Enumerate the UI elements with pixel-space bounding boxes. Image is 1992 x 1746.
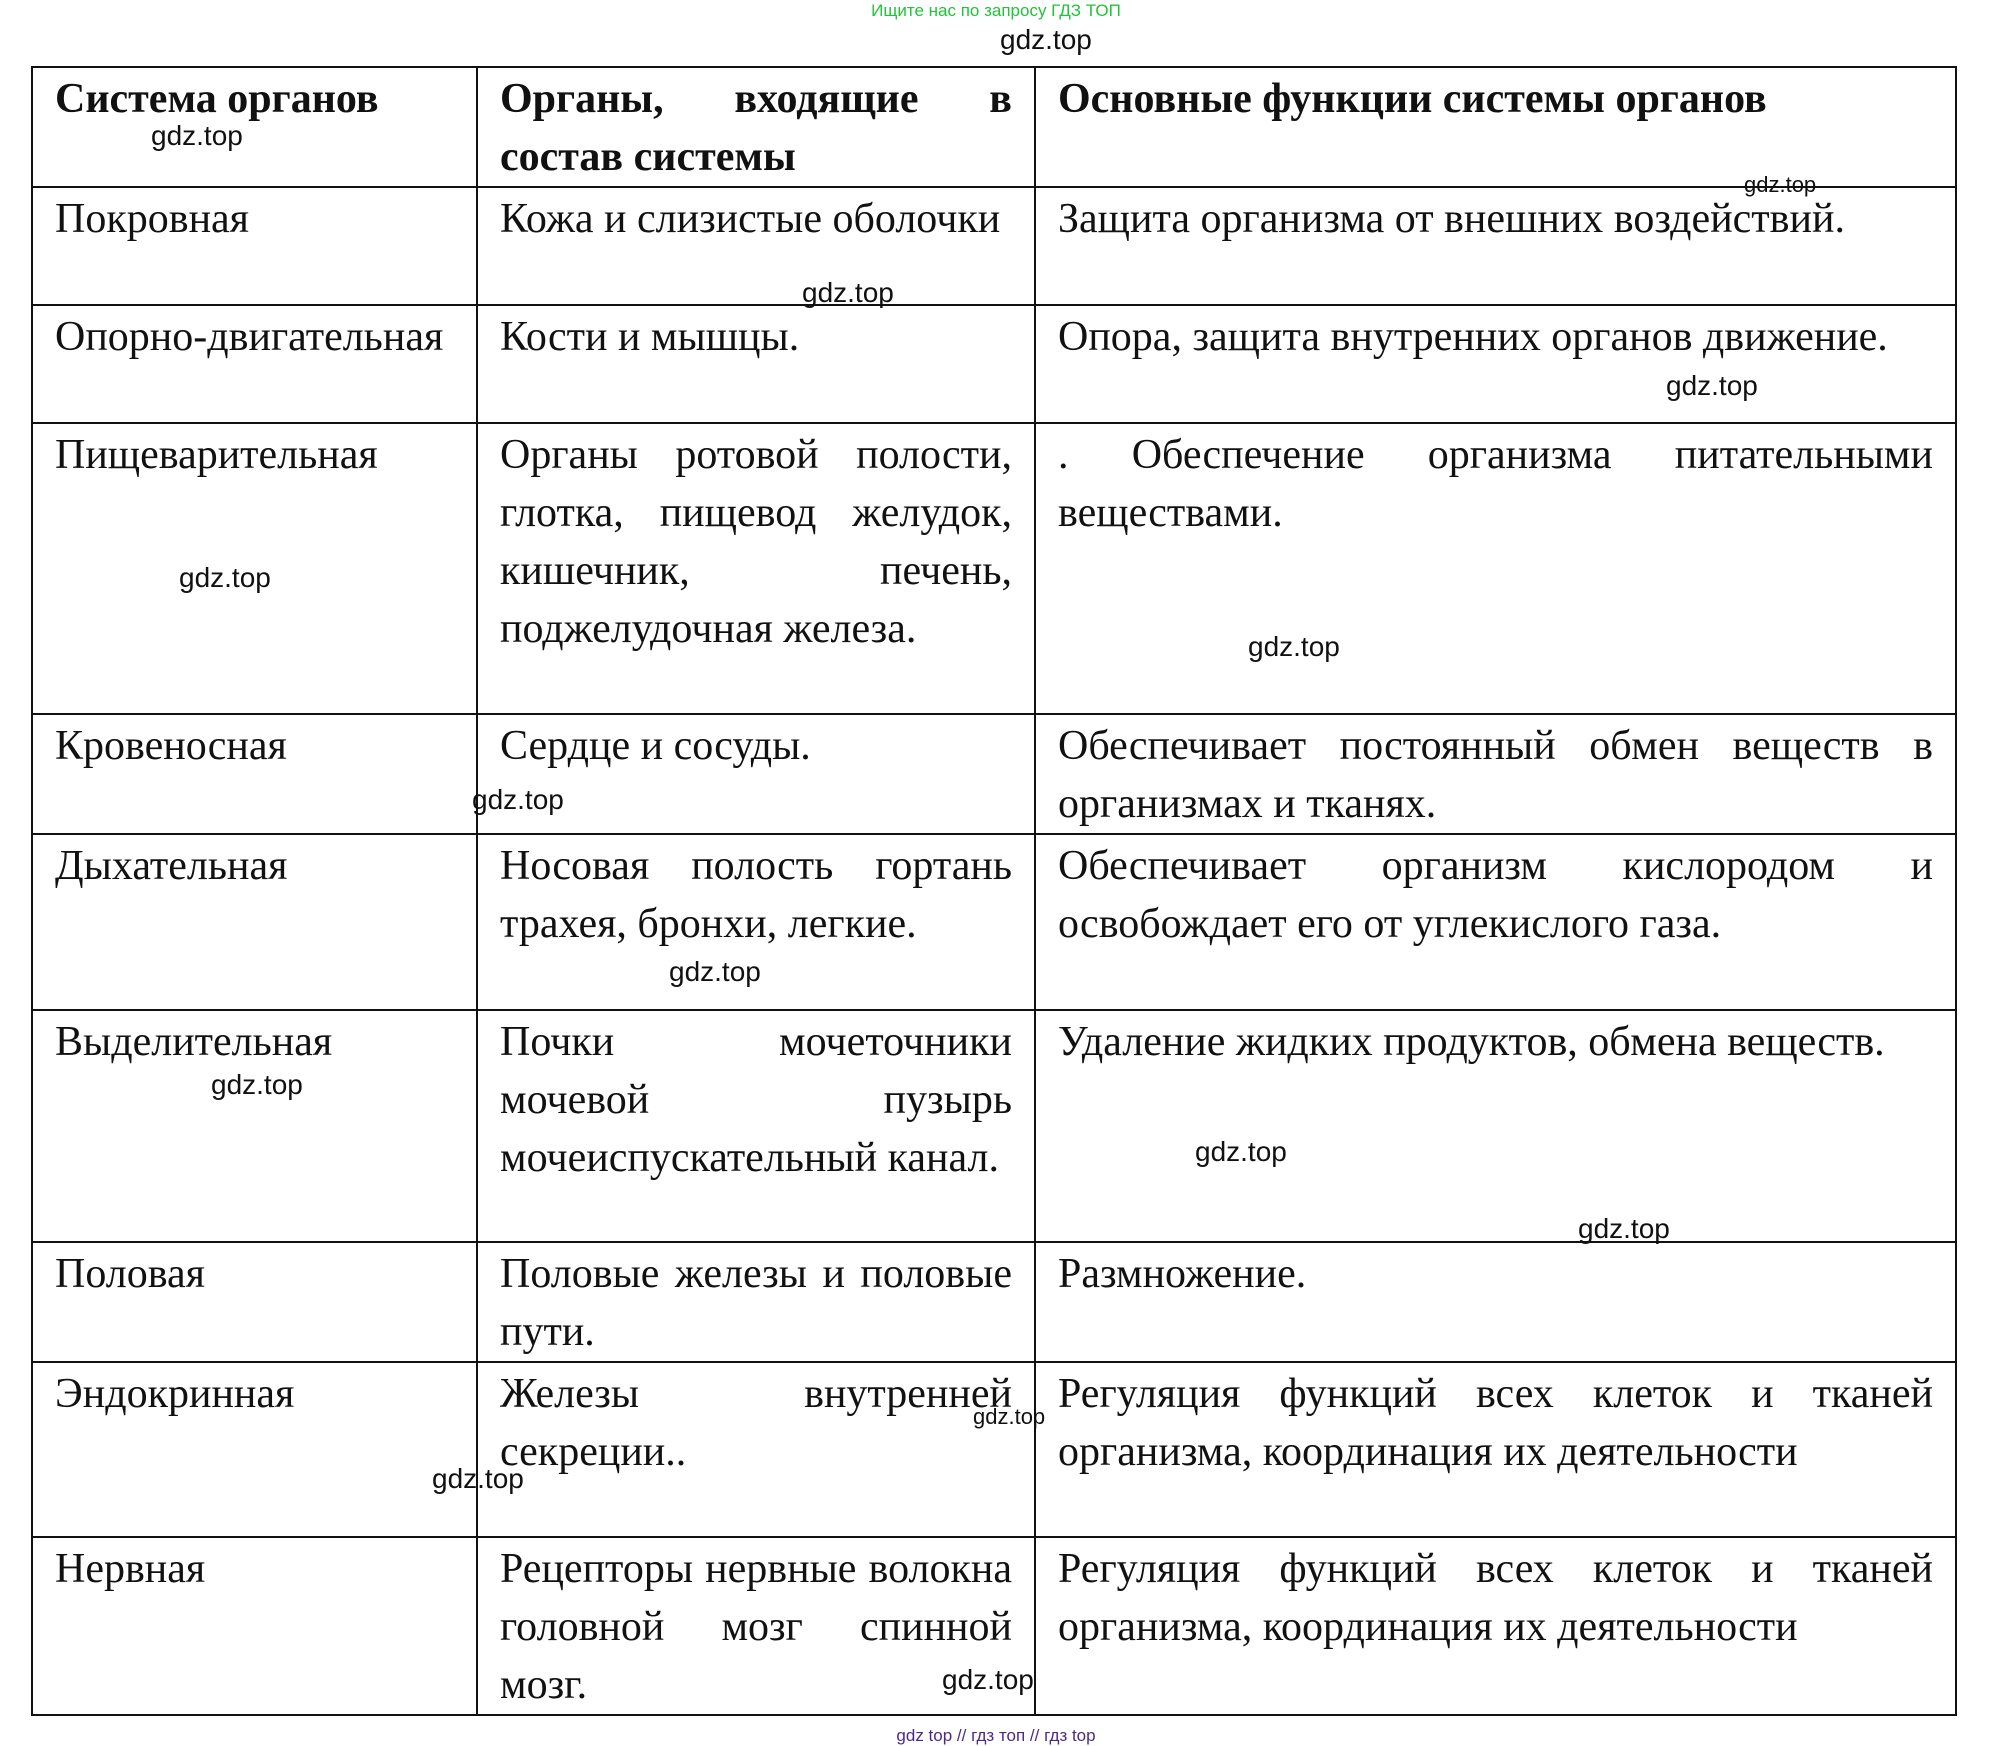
watermark: gdz.top [802,277,894,308]
watermark: gdz.top [1578,1213,1670,1244]
table-row [32,305,1956,423]
cell-organs: Рецепторы нервные волокна головной мозг спинной мозг. [477,1537,1035,1715]
cell-system: Дыхательная [32,834,477,1010]
cell-system: Опорно-двигательная [32,305,477,423]
table-row [32,1242,1956,1362]
watermark: gdz.top [432,1463,524,1494]
cell-system: Половая [32,1242,477,1362]
watermark: gdz.top [1248,631,1340,662]
table-row [32,834,1956,1010]
cell-organs: Сердце и сосуды. [477,714,1035,834]
cell-functions: Удаление жидких продуктов, обмена веществ. [1035,1010,1956,1242]
watermark: gdz.top [1195,1136,1287,1167]
cell-organs: Кости и мышцы. [477,305,1035,423]
cell-system: Выделительная [32,1010,477,1242]
cell-functions: Защита организма от внешних воздействий. [1035,187,1956,305]
watermark: gdz.top [942,1664,1034,1695]
cell-functions: Регуляция функций всех клеток и тканей организма, координация их деятельности [1035,1537,1956,1715]
cell-functions: Обеспечивает организм кислородом и освобождает его от углекислого газа. [1035,834,1956,1010]
cell-organs: Кожа и слизистые оболочки [477,187,1035,305]
watermark: gdz.top [211,1069,303,1100]
cell-organs: Железы внутренней секреции.. [477,1362,1035,1537]
cell-functions: Размножение. [1035,1242,1956,1362]
cell-system: Покровная [32,187,477,305]
table-row [32,423,1956,714]
watermark: gdz.top [1744,172,1817,197]
cell-system: Пищеварительная [32,423,477,714]
header-functions: Основные функции системы органов [1035,67,1956,187]
search-hint: Ищите нас по запросу ГДЗ ТОП [871,1,1121,20]
cell-functions: Опора, защита внутренних органов движение. [1035,305,1956,423]
watermark: gdz.top [669,956,761,987]
cell-organs: Половые железы и половые пути. [477,1242,1035,1362]
watermark: gdz.top [151,120,243,151]
footer-note: gdz top // гдз топ // гдз top [896,1726,1096,1745]
cell-system: Эндокринная [32,1362,477,1537]
watermark: gdz.top [973,1404,1046,1429]
table-row [32,1010,1956,1242]
organ-systems-table [31,66,1957,1716]
cell-system: Кровеносная [32,714,477,834]
cell-functions: Регуляция функций всех клеток и тканей организма, координация их деятельности [1035,1362,1956,1537]
watermark: gdz.top [179,562,271,593]
table-row [32,187,1956,305]
table-row [32,1362,1956,1537]
table-row [32,714,1956,834]
table-header-row [32,67,1956,187]
watermark: gdz.top [1000,24,1092,55]
cell-organs: Органы ротовой полости, глотка, пищевод желудок, кишечник, печень, поджелудочная железа. [477,423,1035,714]
cell-system: Нервная [32,1537,477,1715]
watermark: gdz.top [472,784,564,815]
header-organs: Органы, входящие в состав системы [477,67,1035,187]
header-system: Система органов [32,67,477,187]
cell-functions: Обеспечивает постоянный обмен веществ в организмах и тканях. [1035,714,1956,834]
watermark: gdz.top [1666,370,1758,401]
cell-organs: Почки мочеточники мочевой пузырь мочеиспускательный канал. [477,1010,1035,1242]
cell-functions: . Обеспечение организма питательными веществами. [1035,423,1956,714]
cell-organs: Носовая полость гортань трахея, бронхи, легкие. [477,834,1035,1010]
